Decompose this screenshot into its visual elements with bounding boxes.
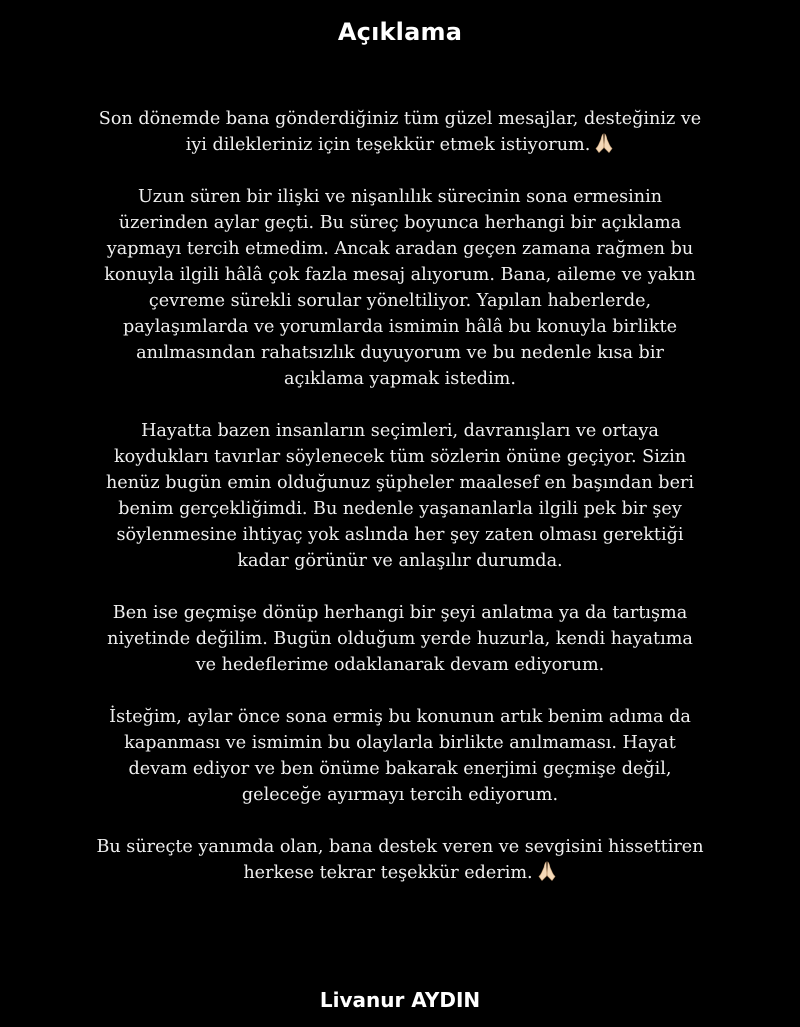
text-line (40, 730, 760, 756)
text-line-content: Bu süreçte yanımda olan, bana destek veren ve sevgisini hissettiren (96, 837, 704, 857)
text-line-content: Uzun süren bir ilişki ve nişanlılık sürecinin sona ermesinin (137, 187, 663, 207)
text-line (40, 418, 760, 444)
text-line (40, 496, 760, 522)
text-line (40, 210, 760, 236)
statement-paragraph (40, 600, 760, 678)
text-line-content: Ben ise geçmişe dönüp herhangi bir şeyi anlatma ya da tartışma (112, 603, 688, 623)
text-line (40, 236, 760, 262)
text-line (40, 782, 760, 808)
text-line-content: Hayatta bazen insanların seçimleri, davranışları ve ortaya (141, 421, 659, 441)
text-line-content: Son dönemde bana gönderdiğiniz tüm güzel mesajlar, desteğiniz ve (98, 109, 702, 129)
text-line (40, 106, 760, 132)
statement-paragraph (40, 184, 760, 392)
signature: Livanur AYDIN (319, 988, 481, 1012)
text-line-content: anılmasından rahatsızlık duyuyorum ve bu nedenle kısa bir (136, 343, 664, 363)
statement-body (40, 106, 760, 886)
text-line-content: söylenmesine ihtiyaç yok aslında her şey zaten olması gerektiği (116, 525, 684, 545)
text-line (40, 860, 760, 886)
text-line-content: yapmayı tercih etmedim. Ancak aradan geçen zamana rağmen bu (106, 239, 694, 259)
statement-paragraph (40, 106, 760, 158)
text-line (40, 288, 760, 314)
text-line-content: kapanması ve ismimin bu olaylarla birlikte anılmaması. Hayat (124, 733, 676, 753)
text-line (40, 444, 760, 470)
text-line-content: kadar görünür ve anlaşılır durumda. (237, 551, 563, 571)
text-line (40, 600, 760, 626)
folded-hands-icon (537, 860, 557, 882)
text-line-content: geleceğe ayırmayı tercih ediyorum. (241, 785, 559, 805)
text-line (40, 522, 760, 548)
text-line-content: devam ediyor ve ben önüme bakarak enerjimi geçmişe değil, (128, 759, 672, 779)
text-line-content: açıklama yapmak istedim. (284, 369, 516, 389)
text-line (40, 834, 760, 860)
text-line-content: koydukları tavırlar söylenecek tüm sözlerin önüne geçiyor. Sizin (113, 447, 687, 467)
statement-paragraph (40, 834, 760, 886)
text-line (40, 132, 760, 158)
statement-paragraph (40, 704, 760, 808)
text-line-content: üzerinden aylar geçti. Bu süreç boyunca herhangi bir açıklama (118, 213, 682, 233)
text-line-content: henüz bugün emin olduğunuz şüpheler maalesef en başından beri (105, 473, 695, 493)
text-line-content: İsteğim, aylar önce sona ermiş bu konunun artık benim adıma da (109, 707, 691, 727)
text-line (40, 704, 760, 730)
document-title: Açıklama (337, 18, 463, 46)
statement-paragraph (40, 418, 760, 574)
text-line (40, 262, 760, 288)
text-line-content: herkese tekrar teşekkür ederim. (243, 863, 533, 883)
text-line (40, 470, 760, 496)
text-line-content: konuyla ilgili hâlâ çok fazla mesaj alıyorum. Bana, aileme ve yakın (104, 265, 696, 285)
text-line-content: iyi dilekleriniz için teşekkür etmek istiyorum. (185, 135, 591, 155)
text-line-content: çevreme sürekli sorular yöneltiliyor. Yapılan haberlerde, (148, 291, 652, 311)
text-line (40, 340, 760, 366)
text-line (40, 314, 760, 340)
text-line (40, 652, 760, 678)
text-line (40, 626, 760, 652)
text-line (40, 184, 760, 210)
text-line-content: paylaşımlarda ve yorumlarda ismimin hâlâ bu konuyla birlikte (123, 317, 677, 337)
text-line-content: niyetinde değilim. Bugün olduğum yerde huzurla, kendi hayatıma (107, 629, 693, 649)
text-line (40, 366, 760, 392)
text-line (40, 548, 760, 574)
text-line (40, 756, 760, 782)
text-line-content: ve hedeflerime odaklanarak devam ediyorum. (195, 655, 605, 675)
folded-hands-icon (594, 132, 614, 154)
text-line-content: benim gerçekliğimdi. Bu nedenle yaşananlarla ilgili pek bir şey (118, 499, 682, 519)
